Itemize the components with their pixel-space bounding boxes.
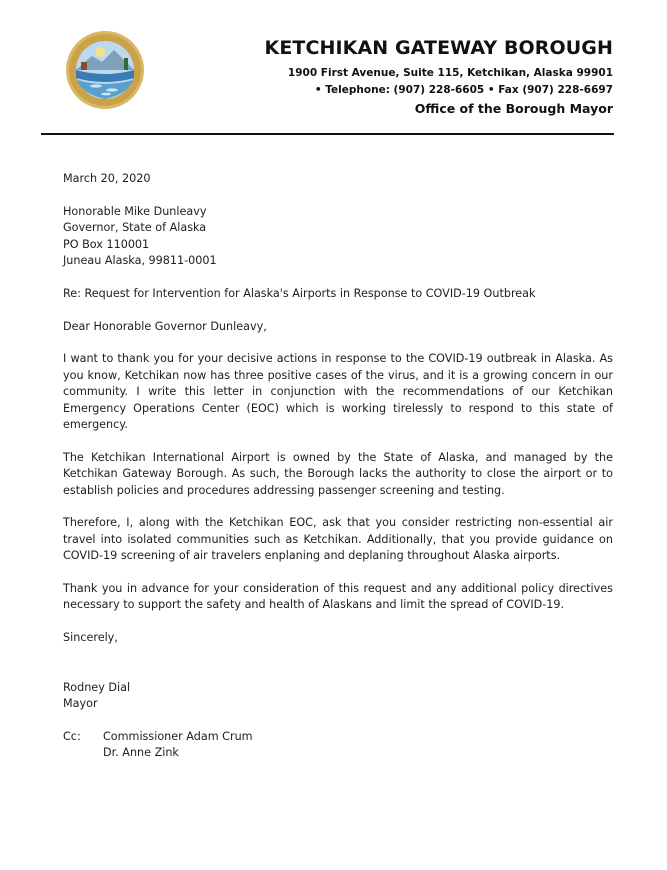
salutation: Dear Honorable Governor Dunleavy, [63,319,267,333]
organization-phone: • Telephone: (907) 228-6605 • Fax (907) 228-6697 [314,84,613,96]
recipient-line: Juneau Alaska, 99811-0001 [63,254,217,268]
paragraph: Therefore, I, along with the Ketchikan EOC, ask that you consider restricting non-essential air travel into isolated communities such as Ketchikan. Additionally, that you provide guidance on COVID-19 screening of air travelers enplaning and deplaning throughout Alaska airports. [63,516,613,563]
letter-body [63,171,613,762]
office-name: Office of the Borough Mayor [414,101,613,116]
recipient-line: Governor, State of Alaska [63,221,207,235]
paragraph: The Ketchikan International Airport is owned by the State of Alaska, and managed by the Ketchikan Gateway Borough. As such, the Borough lacks the authority to close the airport or to establish policies and procedures addressing passenger screening and testing. [63,450,613,497]
recipient-line: Honorable Mike Dunleavy [63,204,207,218]
paragraph: I want to thank you for your decisive actions in response to the COVID-19 outbreak in Alaska. As you know, Ketchikan now has three positive cases of the virus, and it is a growing concern in our community. I write this letter in conjunction with the recommendations of our Ketchikan Emergency Operations Center (EOC) which is working tirelessly to respond to this state of emergency. [63,352,613,432]
cc-recipient: Dr. Anne Zink [103,746,179,760]
organization-address: 1900 First Avenue, Suite 115, Ketchikan, Alaska 99901 [287,67,613,79]
borough-seal-icon [62,30,148,110]
letter-subject: Re: Request for Intervention for Alaska's Airports in Response to COVID-19 Outbreak [63,286,536,300]
cc-recipient: Commissioner Adam Crum [103,729,253,743]
cc-label: Cc: [63,729,81,743]
signer-title: Mayor [63,697,98,711]
closing: Sincerely, [63,631,118,645]
cc-row [63,729,613,762]
signer-name: Rodney Dial [63,680,131,694]
letter-date: March 20, 2020 [63,172,151,185]
paragraph: Thank you in advance for your consideration of this request and any additional policy directives necessary to support the safety and health of Alaskans and limit the spread of COVID-19. [63,582,613,612]
organization-name: KETCHIKAN GATEWAY BOROUGH [264,37,613,59]
header-divider [41,133,614,135]
recipient-line: PO Box 110001 [63,237,150,251]
